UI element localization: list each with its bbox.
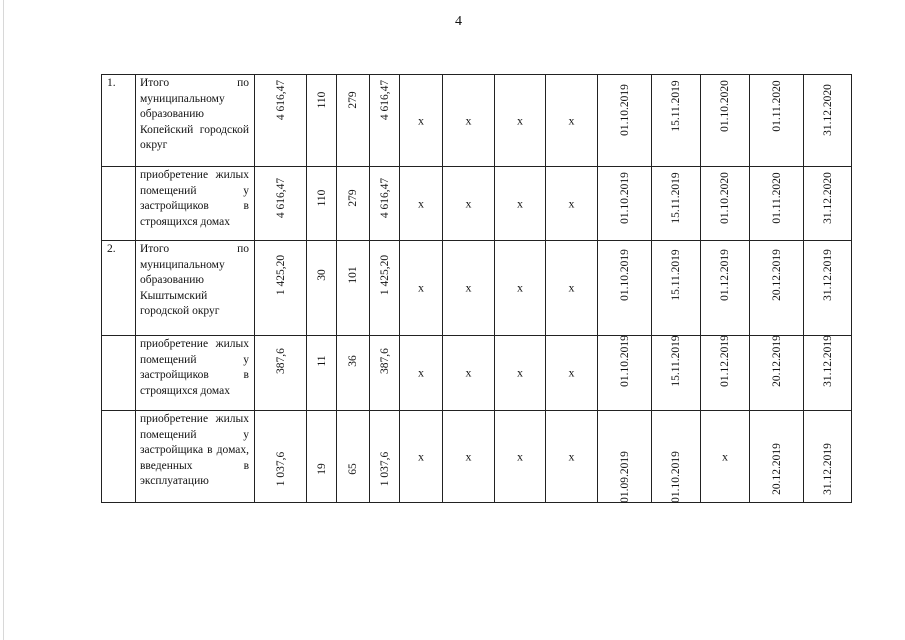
mark-cell bbox=[443, 241, 495, 336]
description-cell: приобретение жилых помещений у застройщиков в строящихся домах bbox=[136, 167, 255, 241]
description-cell: приобретение жилых помещений у застройщиков в строящихся домах bbox=[136, 336, 255, 411]
cell-value: 1 037,6 bbox=[274, 451, 287, 487]
table-row bbox=[102, 336, 852, 411]
date-cell bbox=[652, 167, 701, 241]
x-mark: x bbox=[568, 280, 575, 295]
amount-cell bbox=[255, 167, 307, 241]
table-row bbox=[102, 241, 852, 336]
count-cell bbox=[337, 411, 370, 503]
date-value: 01.10.2019 bbox=[618, 83, 631, 136]
x-mark: x bbox=[517, 449, 523, 463]
date-cell bbox=[750, 167, 804, 241]
date-cell bbox=[750, 75, 804, 167]
date-value: 31.12.2019 bbox=[821, 248, 834, 301]
mark-cell bbox=[546, 336, 598, 411]
count-cell bbox=[307, 167, 337, 241]
x-mark: x bbox=[517, 280, 523, 295]
count-cell bbox=[307, 241, 337, 336]
cell-value: 279 bbox=[347, 91, 359, 110]
amount-cell bbox=[370, 411, 400, 503]
date-cell bbox=[750, 241, 804, 336]
cell-value: 110 bbox=[315, 189, 328, 207]
date-value: 01.09.2019 bbox=[618, 450, 631, 503]
row-number-cell bbox=[102, 167, 136, 241]
amount-cell bbox=[370, 75, 400, 167]
date-value: 15.11.2019 bbox=[670, 249, 682, 301]
amount-cell bbox=[255, 336, 307, 411]
date-value: 01.11.2020 bbox=[770, 80, 783, 132]
date-cell bbox=[598, 241, 652, 336]
date-cell bbox=[804, 336, 852, 411]
count-cell bbox=[337, 75, 370, 167]
cell-value: 101 bbox=[347, 266, 359, 284]
date-cell bbox=[750, 411, 804, 503]
date-cell bbox=[750, 336, 804, 411]
mark-cell bbox=[546, 167, 598, 241]
scan-margin-line bbox=[3, 0, 4, 640]
mark-cell bbox=[400, 167, 443, 241]
amount-cell bbox=[255, 241, 307, 336]
count-cell bbox=[307, 411, 337, 503]
description-cell: Итого по муниципальному образованию Копейский городской округ bbox=[136, 75, 255, 167]
table-row bbox=[102, 75, 852, 167]
date-cell bbox=[598, 75, 652, 167]
date-cell bbox=[701, 411, 750, 503]
mark-cell bbox=[443, 167, 495, 241]
date-cell bbox=[598, 411, 652, 503]
mark-cell bbox=[495, 411, 546, 503]
date-cell bbox=[598, 336, 652, 411]
x-mark: x bbox=[418, 365, 424, 380]
cell-value: 1 425,20 bbox=[378, 254, 391, 295]
date-cell bbox=[804, 167, 852, 241]
x-mark: x bbox=[568, 365, 575, 380]
amount-cell bbox=[370, 336, 400, 411]
cell-value: 279 bbox=[347, 189, 359, 207]
mark-cell bbox=[443, 411, 495, 503]
table-row bbox=[102, 167, 852, 241]
date-cell bbox=[701, 336, 750, 411]
description-cell: приобретение жилых помещений у застройщика в домах, введенных в эксплуатацию bbox=[136, 411, 255, 503]
date-value: 31.12.2020 bbox=[821, 171, 834, 224]
date-value: 01.10.2019 bbox=[618, 248, 631, 301]
amount-cell bbox=[255, 411, 307, 503]
date-cell bbox=[701, 75, 750, 167]
date-value: 01.10.2019 bbox=[618, 335, 631, 388]
x-mark: x bbox=[418, 280, 424, 295]
amount-cell bbox=[255, 75, 307, 167]
x-mark: x bbox=[517, 113, 523, 127]
x-mark: x bbox=[418, 449, 424, 463]
x-mark: x bbox=[465, 113, 472, 127]
date-value: 01.10.2019 bbox=[618, 171, 631, 224]
row-number-cell: 2. bbox=[102, 241, 136, 336]
count-cell bbox=[337, 167, 370, 241]
mark-cell bbox=[546, 411, 598, 503]
x-mark: x bbox=[568, 113, 575, 127]
date-cell bbox=[701, 167, 750, 241]
x-mark: x bbox=[465, 196, 472, 210]
mark-cell bbox=[443, 336, 495, 411]
date-value: 31.12.2019 bbox=[821, 335, 834, 388]
date-value: 01.12.2019 bbox=[719, 335, 731, 388]
cell-value: 1 037,6 bbox=[378, 451, 391, 487]
x-mark: x bbox=[517, 196, 523, 210]
row-number-cell bbox=[102, 411, 136, 503]
cell-value: 387,6 bbox=[378, 348, 391, 375]
date-cell bbox=[652, 411, 701, 503]
count-cell bbox=[307, 75, 337, 167]
x-mark: x bbox=[722, 449, 728, 463]
amount-cell bbox=[370, 167, 400, 241]
row-number-cell: 1. bbox=[102, 75, 136, 167]
count-cell bbox=[307, 336, 337, 411]
mark-cell bbox=[495, 241, 546, 336]
date-value: 20.12.2019 bbox=[770, 335, 783, 388]
mark-cell bbox=[495, 336, 546, 411]
x-mark: x bbox=[418, 196, 424, 210]
x-mark: x bbox=[418, 113, 424, 127]
date-value: 01.10.2019 bbox=[670, 450, 682, 503]
date-cell bbox=[652, 75, 701, 167]
x-mark: x bbox=[465, 280, 472, 295]
mark-cell bbox=[546, 75, 598, 167]
x-mark: x bbox=[517, 365, 523, 380]
mark-cell bbox=[400, 336, 443, 411]
count-cell bbox=[337, 336, 370, 411]
date-cell bbox=[701, 241, 750, 336]
cell-value: 36 bbox=[347, 355, 359, 367]
cell-value: 65 bbox=[347, 463, 359, 475]
date-cell bbox=[652, 336, 701, 411]
mark-cell bbox=[400, 241, 443, 336]
date-value: 01.11.2020 bbox=[770, 171, 783, 224]
date-cell bbox=[652, 241, 701, 336]
amount-cell bbox=[370, 241, 400, 336]
date-value: 15.11.2019 bbox=[670, 335, 682, 387]
page-number: 4 bbox=[455, 14, 462, 29]
date-value: 01.12.2019 bbox=[719, 248, 731, 301]
cell-value: 387,6 bbox=[274, 348, 287, 375]
cell-value: 4 616,47 bbox=[378, 80, 391, 121]
date-value: 20.12.2019 bbox=[770, 248, 783, 301]
x-mark: x bbox=[568, 196, 575, 210]
x-mark: x bbox=[465, 365, 472, 380]
date-value: 15.11.2019 bbox=[670, 171, 682, 224]
cell-value: 110 bbox=[315, 92, 328, 109]
cell-value: 4 616,47 bbox=[274, 177, 287, 218]
date-value: 01.10.2020 bbox=[719, 80, 731, 132]
mark-cell bbox=[495, 167, 546, 241]
mark-cell bbox=[546, 241, 598, 336]
mark-cell bbox=[400, 411, 443, 503]
cell-value: 4 616,47 bbox=[378, 177, 391, 218]
date-value: 31.12.2019 bbox=[821, 443, 834, 496]
cell-value: 11 bbox=[315, 355, 328, 367]
date-value: 01.10.2020 bbox=[719, 171, 731, 224]
mark-cell bbox=[495, 75, 546, 167]
date-cell bbox=[804, 411, 852, 503]
date-value: 20.12.2019 bbox=[770, 443, 783, 496]
mark-cell bbox=[400, 75, 443, 167]
table-row bbox=[102, 411, 852, 503]
date-value: 15.11.2019 bbox=[670, 80, 682, 132]
date-cell bbox=[598, 167, 652, 241]
description-cell: Итого по муниципальному образованию Кыштымский городской округ bbox=[136, 241, 255, 336]
cell-value: 4 616,47 bbox=[274, 80, 287, 121]
x-mark: x bbox=[568, 449, 575, 463]
row-number-cell bbox=[102, 336, 136, 411]
x-mark: x bbox=[465, 449, 472, 463]
date-cell bbox=[804, 75, 852, 167]
mark-cell bbox=[443, 75, 495, 167]
date-cell bbox=[804, 241, 852, 336]
data-table bbox=[101, 74, 852, 503]
cell-value: 30 bbox=[315, 269, 328, 281]
count-cell bbox=[337, 241, 370, 336]
cell-value: 19 bbox=[315, 463, 328, 475]
cell-value: 1 425,20 bbox=[274, 254, 287, 295]
date-value: 31.12.2020 bbox=[821, 83, 834, 136]
